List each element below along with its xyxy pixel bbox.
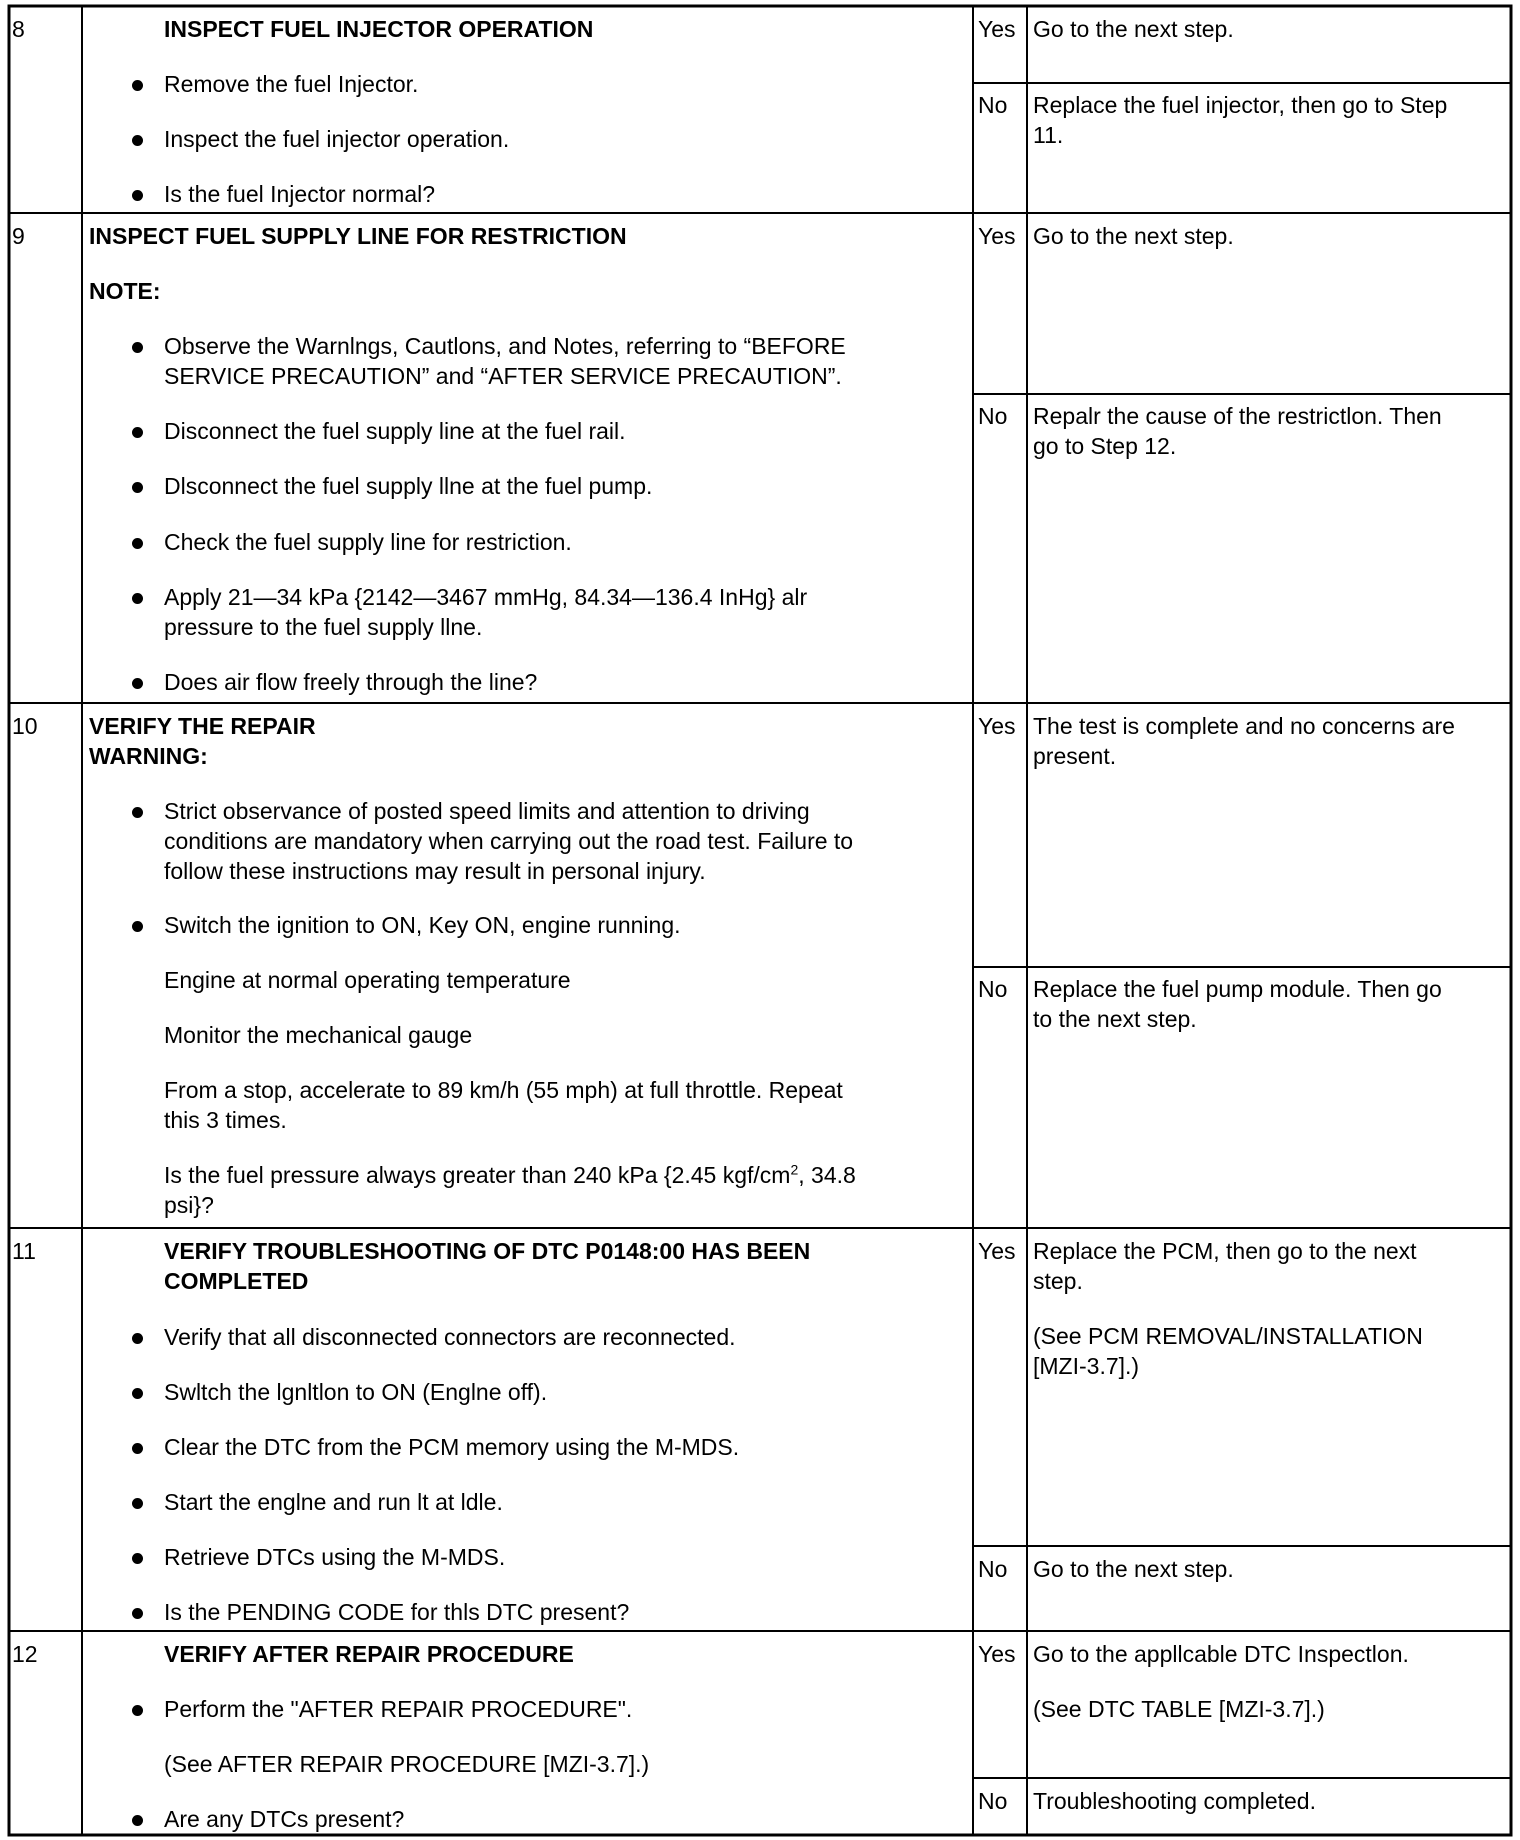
yes-action: step. bbox=[1033, 1268, 1083, 1294]
bullet-icon bbox=[132, 807, 143, 818]
no-action: Troubleshooting completed. bbox=[1033, 1788, 1316, 1814]
bullet-icon bbox=[132, 1443, 143, 1454]
list-item: Is the PENDING CODE for thls DTC present? bbox=[164, 1599, 630, 1625]
yes-reference: [MZI-3.7].) bbox=[1033, 1353, 1140, 1379]
list-item: Does air flow freely through the line? bbox=[164, 669, 538, 695]
step-number: 9 bbox=[12, 223, 25, 249]
warning-heading: WARNING: bbox=[89, 743, 208, 769]
yes-label: Yes bbox=[978, 1641, 1016, 1667]
no-action: 11. bbox=[1033, 122, 1064, 148]
no-action: Replace the fuel injector, then go to Step bbox=[1033, 92, 1448, 118]
sub-line: this 3 times. bbox=[164, 1107, 287, 1133]
bullet-icon bbox=[132, 1815, 143, 1826]
sub-line: Monitor the mechanical gauge bbox=[164, 1022, 473, 1048]
list-item: SERVICE PRECAUTION” and “AFTER SERVICE PRECAUTION”. bbox=[164, 363, 842, 389]
bullet-icon bbox=[132, 1608, 143, 1619]
list-item: conditions are mandatory when carrying out the road test. Failure to bbox=[164, 828, 854, 854]
list-item: Apply 21—34 kPa {2142—3467 mmHg, 84.34—136.4 InHg} alr bbox=[164, 584, 808, 610]
yes-label: Yes bbox=[978, 713, 1016, 739]
bullet-icon bbox=[132, 427, 143, 438]
bullet-icon bbox=[132, 1388, 143, 1399]
yes-action: Go to the next step. bbox=[1033, 16, 1234, 42]
bullet-icon bbox=[132, 482, 143, 493]
step-title: INSPECT FUEL SUPPLY LINE FOR RESTRICTION bbox=[89, 223, 627, 249]
list-item: Verify that all disconnected connectors are reconnected. bbox=[164, 1324, 736, 1350]
no-label: No bbox=[978, 403, 1008, 429]
step-title: VERIFY TROUBLESHOOTING OF DTC P0148:00 HAS BEEN bbox=[164, 1238, 811, 1264]
list-item: Dlsconnect the fuel supply llne at the fuel pump. bbox=[164, 473, 653, 499]
sub-reference: (See AFTER REPAIR PROCEDURE [MZI-3.7].) bbox=[164, 1751, 650, 1777]
yes-reference: (See PCM REMOVAL/INSTALLATION bbox=[1033, 1323, 1423, 1349]
sub-line: Engine at normal operating temperature bbox=[164, 967, 571, 993]
yes-action: Go to the next step. bbox=[1033, 223, 1234, 249]
list-item: Remove the fuel Injector. bbox=[164, 71, 419, 97]
no-action: Go to the next step. bbox=[1033, 1556, 1234, 1582]
list-item: pressure to the fuel supply llne. bbox=[164, 614, 483, 640]
yes-label: Yes bbox=[978, 1238, 1016, 1264]
yes-action: Replace the PCM, then go to the next bbox=[1033, 1238, 1417, 1264]
no-label: No bbox=[978, 1556, 1008, 1582]
bullet-icon bbox=[132, 593, 143, 604]
step-number: 10 bbox=[12, 713, 38, 739]
list-item: Inspect the fuel injector operation. bbox=[164, 126, 510, 152]
note-heading: NOTE: bbox=[89, 278, 161, 304]
step-title: VERIFY AFTER REPAIR PROCEDURE bbox=[164, 1641, 574, 1667]
list-item: Start the englne and run lt at ldle. bbox=[164, 1489, 503, 1515]
bullet-icon bbox=[132, 80, 143, 91]
sub-line: From a stop, accelerate to 89 km/h (55 mph) at full throttle. Repeat bbox=[164, 1077, 843, 1103]
list-item: follow these instructions may result in personal injury. bbox=[164, 858, 706, 884]
bullet-icon bbox=[132, 1333, 143, 1344]
question-text: Is the fuel pressure always greater than 240 kPa {2.45 kgf/$cm^2$, 34.8 bbox=[164, 1161, 856, 1188]
bullet-icon bbox=[132, 921, 143, 932]
yes-reference: (See DTC TABLE [MZI-3.7].) bbox=[1033, 1696, 1325, 1722]
list-item: Check the fuel supply line for restriction. bbox=[164, 529, 572, 555]
bullet-icon bbox=[132, 1553, 143, 1564]
no-action: Repalr the cause of the restrictlon. Then bbox=[1033, 403, 1442, 429]
no-action: to the next step. bbox=[1033, 1006, 1197, 1032]
list-item: Swltch the lgnltlon to ON (Englne off). bbox=[164, 1379, 548, 1405]
yes-label: Yes bbox=[978, 16, 1016, 42]
step-number: 8 bbox=[12, 16, 25, 42]
yes-label: Yes bbox=[978, 223, 1016, 249]
no-label: No bbox=[978, 976, 1008, 1002]
list-item: Retrieve DTCs using the M-MDS. bbox=[164, 1544, 506, 1570]
list-item: Is the fuel Injector normal? bbox=[164, 181, 436, 207]
list-item: Switch the ignition to ON, Key ON, engine running. bbox=[164, 912, 681, 938]
step-title: COMPLETED bbox=[164, 1268, 309, 1294]
list-item: Clear the DTC from the PCM memory using the M-MDS. bbox=[164, 1434, 740, 1460]
list-item: Observe the Warnlngs, Cautlons, and Notes, referring to “BEFORE bbox=[164, 333, 846, 359]
yes-action: The test is complete and no concerns are bbox=[1033, 713, 1455, 739]
yes-action: Go to the appllcable DTC Inspectlon. bbox=[1033, 1641, 1409, 1667]
yes-action: present. bbox=[1033, 743, 1117, 769]
step-number: 12 bbox=[12, 1641, 38, 1667]
no-label: No bbox=[978, 1788, 1008, 1814]
bullet-icon bbox=[132, 678, 143, 689]
list-item: Disconnect the fuel supply line at the fuel rail. bbox=[164, 418, 626, 444]
bullet-icon bbox=[132, 538, 143, 549]
step-number: 11 bbox=[12, 1238, 36, 1264]
list-item: Perform the "AFTER REPAIR PROCEDURE". bbox=[164, 1696, 633, 1722]
list-item: Are any DTCs present? bbox=[164, 1806, 405, 1832]
bullet-icon bbox=[132, 190, 143, 201]
no-label: No bbox=[978, 92, 1008, 118]
bullet-icon bbox=[132, 135, 143, 146]
step-title: VERIFY THE REPAIR bbox=[89, 713, 316, 739]
no-action: go to Step 12. bbox=[1033, 433, 1177, 459]
step-title: INSPECT FUEL INJECTOR OPERATION bbox=[164, 16, 594, 42]
bullet-icon bbox=[132, 1705, 143, 1716]
bullet-icon bbox=[132, 342, 143, 353]
no-action: Replace the fuel pump module. Then go bbox=[1033, 976, 1442, 1002]
bullet-icon bbox=[132, 1498, 143, 1509]
question-text: psi}? bbox=[164, 1192, 214, 1218]
list-item: Strict observance of posted speed limits and attention to driving bbox=[164, 798, 810, 824]
